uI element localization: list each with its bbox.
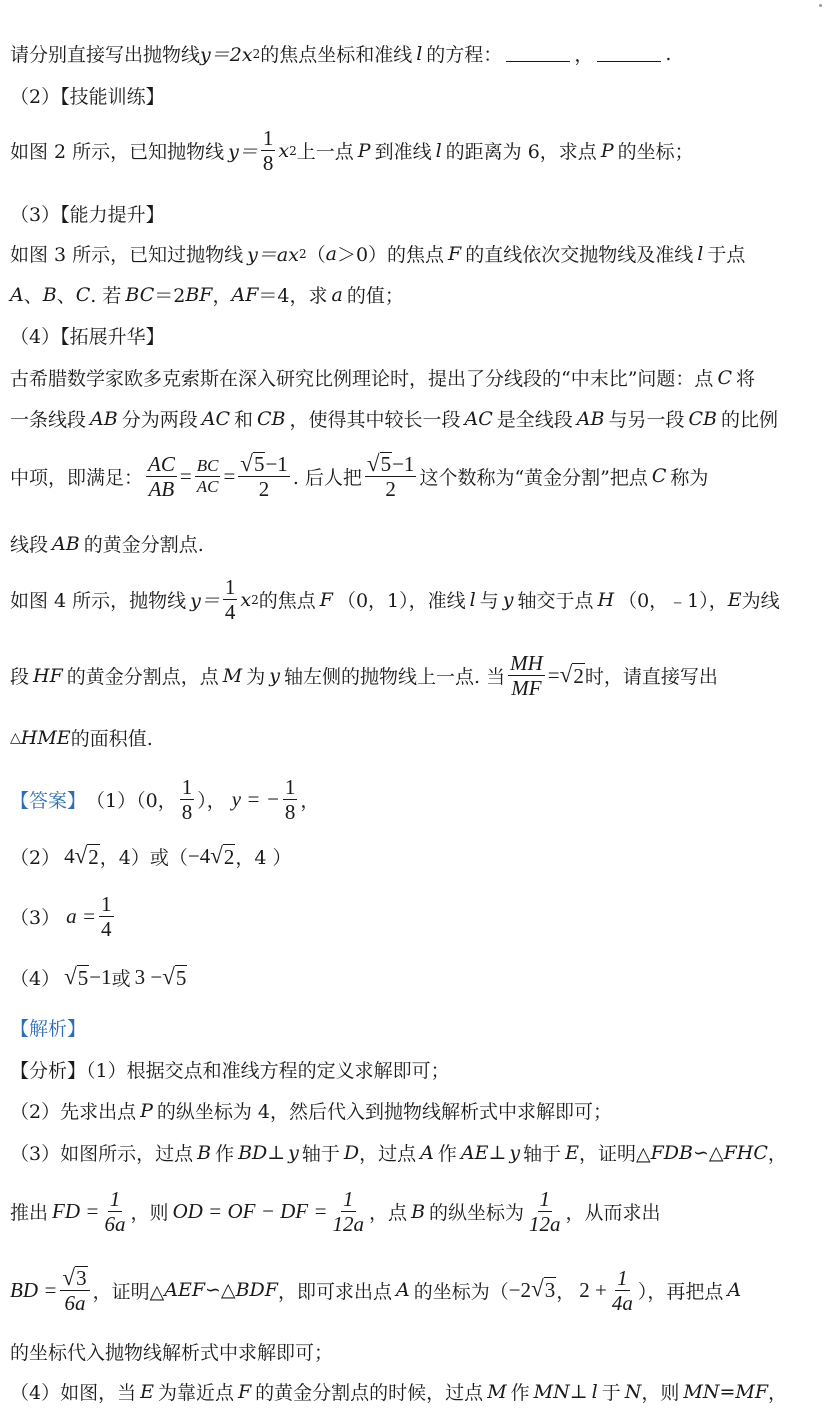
- fraction: [99, 893, 114, 940]
- math: MN=MF: [683, 1380, 769, 1403]
- den: 8: [181, 800, 193, 825]
- text: 轴于: [523, 1143, 562, 1165]
- math: =: [223, 463, 236, 488]
- math: N: [624, 1380, 642, 1403]
- math: x: [240, 588, 252, 611]
- text: ，从而求出: [565, 1202, 661, 1225]
- text: 上一点: [296, 141, 354, 164]
- math: a: [331, 283, 343, 306]
- answer-blank-1: [506, 46, 570, 62]
- text: （3）如图所示，过点: [10, 1143, 194, 1165]
- sqrt-2: [559, 660, 585, 689]
- math: F: [319, 588, 333, 611]
- text: ＞0）的焦点: [336, 244, 445, 266]
- triangle-symbol: △: [10, 729, 21, 746]
- math: −1: [265, 452, 288, 476]
- answer-blank-2: [597, 46, 661, 62]
- text: 为靠近点: [157, 1382, 234, 1404]
- answer-4: [10, 964, 187, 991]
- math: C: [717, 366, 732, 389]
- den: 6a: [64, 1291, 86, 1316]
- num: 1: [284, 775, 296, 799]
- math: BDF: [235, 1279, 278, 1302]
- radicand: 2: [223, 844, 235, 869]
- text: 如图 3 所示，已知过抛物线: [10, 244, 244, 266]
- math: AB: [90, 407, 118, 430]
- den: 12a: [332, 1212, 365, 1237]
- fraction-bc-ac: [195, 457, 221, 496]
- math: AB: [52, 532, 80, 555]
- den: 8: [284, 800, 296, 825]
- fraction-ac-ab: [146, 453, 177, 500]
- math: A: [727, 1279, 742, 1302]
- text: ，: [300, 790, 320, 813]
- math: MN: [533, 1380, 570, 1403]
- math: P: [600, 139, 614, 162]
- fraction: [527, 1188, 563, 1235]
- text: 与另一段: [608, 409, 685, 431]
- den: 2: [258, 477, 270, 502]
- math: y＝ax: [247, 244, 299, 266]
- fraction-mh-mf: [508, 652, 545, 699]
- math: −4: [187, 844, 211, 868]
- section-4-heading: [10, 322, 165, 349]
- text: 的纵坐标为 4，然后代入到抛物线解析式中求解即可；: [156, 1101, 613, 1123]
- text: ，: [767, 1143, 787, 1165]
- math: 4: [64, 844, 75, 868]
- text: ＝4，求: [258, 285, 328, 307]
- den: AB: [148, 476, 175, 501]
- text: 的焦点: [258, 590, 316, 613]
- text: （2）: [10, 847, 61, 869]
- text: ⊥: [488, 1141, 507, 1164]
- text: 轴左侧的抛物线上一点. 当: [284, 666, 506, 689]
- text: 推出: [10, 1202, 49, 1225]
- math: M: [487, 1380, 507, 1403]
- math: a: [325, 242, 337, 265]
- analysis-tag: 【解析】: [10, 1018, 87, 1040]
- radicand: 5: [77, 965, 89, 990]
- sqrt-5: [162, 962, 187, 991]
- text: 作: [215, 1143, 235, 1165]
- math: −2: [508, 1277, 532, 1302]
- sqrt-symbol: √: [210, 841, 223, 868]
- exp: 2: [252, 46, 261, 61]
- math: BC: [125, 283, 155, 306]
- text: ⊥: [569, 1380, 588, 1403]
- math: C: [75, 283, 91, 306]
- den: 4: [101, 917, 112, 942]
- q3-line-1: [10, 240, 745, 267]
- text: ，4 ）: [235, 847, 292, 869]
- den: 2: [385, 477, 396, 502]
- text: （4）: [10, 968, 61, 990]
- den: AC: [196, 476, 219, 496]
- radicand: 5: [380, 452, 392, 476]
- math: FDB: [650, 1141, 694, 1164]
- text: 分为两段: [121, 409, 198, 431]
- text: 或: [111, 968, 131, 990]
- math: B: [411, 1200, 426, 1223]
- text: 的面积值.: [70, 728, 153, 750]
- radicand: 5: [253, 452, 265, 476]
- text: 段: [10, 666, 30, 689]
- text: 作: [437, 1143, 457, 1165]
- text: 到准线: [374, 141, 432, 164]
- answer-3: [10, 893, 117, 940]
- analysis-line-3: [10, 1139, 787, 1166]
- text: .: [665, 42, 672, 65]
- num: 1: [224, 575, 236, 599]
- num: 1: [109, 1187, 121, 1211]
- analysis-line-7: [10, 1378, 787, 1405]
- math: FD =: [52, 1199, 100, 1224]
- text: 轴于: [301, 1143, 340, 1165]
- text: （0，﹣1），: [618, 590, 728, 613]
- math: BF: [185, 283, 213, 306]
- text: ，: [556, 1280, 576, 1303]
- math: A: [395, 1279, 410, 1302]
- math: HF: [33, 664, 63, 687]
- text: ，则: [641, 1382, 680, 1404]
- text: 线段: [10, 534, 49, 556]
- analysis-line-5: [10, 1266, 741, 1314]
- math: l: [697, 242, 704, 265]
- math: B: [42, 283, 57, 306]
- text: ，: [574, 44, 594, 66]
- text: 、: [23, 285, 43, 307]
- exp: 2: [298, 246, 307, 261]
- radicand: 3: [76, 1266, 87, 1290]
- sqrt-symbol: √: [64, 962, 77, 989]
- q4-para-line-5: [10, 576, 780, 623]
- math: D: [343, 1141, 360, 1164]
- math: B: [197, 1141, 212, 1164]
- num: 1: [343, 1187, 354, 1211]
- text: ，: [768, 1382, 788, 1404]
- text: 将: [735, 368, 755, 390]
- q4-para-line-7: [10, 724, 153, 751]
- den: 6a: [104, 1212, 126, 1237]
- math: P: [357, 139, 371, 162]
- text: 这个数称为“黄金分割”把点: [419, 466, 648, 489]
- math: y＝: [190, 590, 220, 613]
- text: 的黄金分割点的时候，过点: [255, 1382, 484, 1404]
- section-3-heading: [10, 200, 165, 227]
- fraction: [331, 1188, 367, 1235]
- text: ，证明△: [579, 1143, 651, 1165]
- analysis-line-4: [10, 1188, 661, 1235]
- q4-para-line-2: [10, 405, 778, 432]
- math: y＝2x: [200, 44, 253, 66]
- math: l: [591, 1380, 598, 1403]
- math: y = −: [231, 787, 280, 812]
- math: x: [278, 139, 290, 162]
- text: ，点: [369, 1202, 408, 1225]
- sqrt-3: [531, 1277, 556, 1303]
- math: AE: [460, 1141, 489, 1164]
- math: 3 −: [134, 965, 163, 989]
- math: A: [10, 283, 24, 306]
- text: 于点: [707, 244, 746, 266]
- text: 的距离为 6，求点: [445, 141, 597, 164]
- text: 如图 2 所示，已知抛物线: [10, 141, 225, 164]
- math: l: [435, 139, 442, 162]
- text: （2）先求出点: [10, 1101, 137, 1123]
- sqrt-symbol: √: [162, 962, 175, 989]
- q4-para-line-3: [10, 452, 708, 500]
- math: CB: [257, 407, 286, 430]
- radicand: 2: [573, 663, 584, 688]
- text: 于: [601, 1382, 621, 1404]
- math: E: [565, 1141, 579, 1164]
- num: MH: [510, 651, 543, 675]
- text: ∽△: [693, 1141, 724, 1164]
- math: y: [288, 1141, 299, 1164]
- text: 一条线段: [10, 409, 87, 431]
- text: 的值；: [346, 285, 404, 307]
- text: ，过点: [359, 1143, 417, 1165]
- text: ∽△: [205, 1279, 236, 1302]
- num: 1: [617, 1265, 628, 1290]
- section-2-heading: [10, 82, 165, 109]
- text: ，: [212, 285, 232, 307]
- num: 1: [101, 892, 112, 916]
- sqrt-symbol: √: [74, 841, 88, 868]
- math: BD =: [10, 1277, 58, 1302]
- exp: 2: [251, 592, 259, 607]
- math: OD = OF − DF =: [172, 1199, 328, 1224]
- text: 时，请直接写出: [584, 666, 718, 689]
- num: 1: [539, 1187, 551, 1211]
- math: M: [222, 664, 243, 687]
- answer-2: [10, 843, 292, 870]
- text: 如图 4 所示，抛物线: [10, 590, 187, 613]
- analysis-line-1: [10, 1056, 450, 1083]
- math: FHC: [723, 1141, 768, 1164]
- math: H: [597, 588, 615, 611]
- text: 的坐标；: [617, 141, 694, 164]
- text: 中项，即满足：: [10, 466, 144, 489]
- fraction: [610, 1267, 635, 1314]
- text: ，则: [130, 1202, 169, 1225]
- text: 【分析】（1）根据交点和准线方程的定义求解即可；: [10, 1060, 450, 1082]
- text: 称为: [670, 466, 709, 489]
- text: 的黄金分割点.: [83, 534, 204, 556]
- math: AF: [231, 283, 259, 306]
- q-intro-line: [10, 40, 671, 67]
- text: （2）【技能训练】: [10, 86, 165, 108]
- math: E: [140, 1380, 154, 1403]
- sqrt-symbol: √: [366, 450, 380, 476]
- text: 的焦点坐标和准线: [260, 44, 413, 66]
- den: 8: [262, 151, 274, 176]
- text: 是全线段: [496, 409, 573, 431]
- answer-tag: 【答案】: [10, 790, 87, 813]
- text: 为: [246, 666, 266, 689]
- q4-para-line-6: [10, 652, 718, 699]
- fraction: [180, 776, 195, 823]
- math: AB: [576, 407, 605, 430]
- sqrt-symbol: √: [62, 1264, 76, 1290]
- radicand: 3: [544, 1278, 556, 1303]
- text: 为线: [741, 590, 780, 613]
- math: −1: [392, 452, 415, 476]
- den: 4: [224, 600, 236, 625]
- q4-para-line-4: [10, 530, 204, 557]
- text: ），: [197, 790, 226, 813]
- text: ，即可求出点: [277, 1280, 392, 1303]
- math: =: [547, 663, 560, 688]
- text: 的坐标为（: [413, 1280, 509, 1303]
- text: （4）如图，当: [10, 1382, 137, 1404]
- text: 作: [510, 1382, 530, 1404]
- text: ，使得其中较长一段: [289, 409, 461, 431]
- text: （3）: [10, 907, 61, 930]
- math: y＝: [228, 141, 258, 164]
- text: 的直线依次交抛物线及准线: [465, 244, 694, 266]
- math: HME: [20, 726, 71, 749]
- text: 的比例: [721, 409, 779, 431]
- q3-line-2: [10, 281, 404, 308]
- text: ＝2: [154, 285, 186, 307]
- math: l: [416, 42, 423, 65]
- math: BD: [238, 1141, 268, 1164]
- text: （4）【拓展升华】: [10, 326, 165, 348]
- fraction: [283, 776, 298, 823]
- fraction-sqrt3-6a: [60, 1266, 89, 1314]
- analysis-line-6: [10, 1338, 333, 1365]
- text: 与: [479, 590, 499, 613]
- math: AC: [464, 407, 493, 430]
- analysis-heading: [10, 1014, 86, 1041]
- math: AEF: [164, 1279, 206, 1302]
- sqrt-symbol: √: [531, 1275, 544, 1302]
- fraction: [102, 1188, 127, 1235]
- text: . 后人把: [292, 466, 362, 489]
- exp: 2: [289, 143, 297, 158]
- math: l: [469, 588, 476, 611]
- den: MF: [511, 676, 542, 701]
- text: 的纵坐标为: [429, 1202, 525, 1225]
- math: y: [502, 588, 514, 611]
- text: . 若: [90, 285, 122, 307]
- math: y: [269, 664, 281, 687]
- text: （3）【能力提升】: [10, 204, 165, 226]
- text: 轴交于点: [517, 590, 594, 613]
- num: AC: [148, 451, 175, 476]
- math: −1: [89, 965, 112, 989]
- sqrt-2: [74, 841, 100, 870]
- math: C: [651, 465, 667, 488]
- text: （1）（0，: [86, 790, 177, 813]
- fraction: [261, 127, 276, 174]
- num: BC: [196, 455, 219, 475]
- math: F: [237, 1380, 252, 1403]
- fraction: [223, 576, 238, 623]
- corner-dot: [819, 4, 822, 7]
- text: ），再把点: [637, 1280, 724, 1303]
- text: 、: [56, 285, 76, 307]
- math: y: [509, 1141, 521, 1164]
- text: 的方程：: [426, 44, 503, 66]
- math: F: [448, 242, 462, 265]
- q2-line: [10, 127, 694, 174]
- text: 古希腊数学家欧多克索斯在深入研究比例理论时，提出了分线段的“中末比”问题：点: [10, 368, 714, 390]
- math: P: [140, 1099, 153, 1122]
- den: 12a: [529, 1212, 561, 1237]
- math: =: [179, 463, 192, 488]
- text: ，4）或（: [99, 847, 188, 869]
- math: CB: [688, 407, 717, 430]
- math: 2 +: [579, 1277, 607, 1302]
- text: 的坐标代入抛物线解析式中求解即可；: [10, 1342, 334, 1364]
- den: 4a: [611, 1290, 633, 1315]
- text: 和: [233, 409, 253, 431]
- text: （: [306, 244, 326, 266]
- num: 1: [181, 775, 193, 799]
- math: A: [420, 1141, 434, 1164]
- radicand: 2: [88, 844, 99, 869]
- sqrt-2: [210, 841, 235, 870]
- text: ，证明△: [92, 1280, 165, 1303]
- math: AC: [201, 407, 230, 430]
- sqrt-5: [64, 962, 89, 991]
- sqrt-symbol: √: [559, 660, 573, 687]
- text: （0，1），准线: [336, 590, 466, 613]
- radicand: 5: [175, 965, 187, 990]
- analysis-line-2: [10, 1097, 612, 1124]
- q4-para-line-1: [10, 364, 755, 391]
- answer-1: [10, 776, 319, 823]
- fraction-golden: [238, 452, 290, 500]
- fraction-golden-2: [365, 452, 417, 500]
- math: a =: [66, 904, 97, 929]
- text: ⊥: [267, 1141, 286, 1164]
- num: 1: [262, 126, 274, 150]
- sqrt-symbol: √: [240, 450, 253, 476]
- text: 请分别直接写出抛物线: [10, 44, 201, 66]
- math: E: [727, 588, 742, 611]
- text: 的黄金分割点，点: [66, 666, 219, 689]
